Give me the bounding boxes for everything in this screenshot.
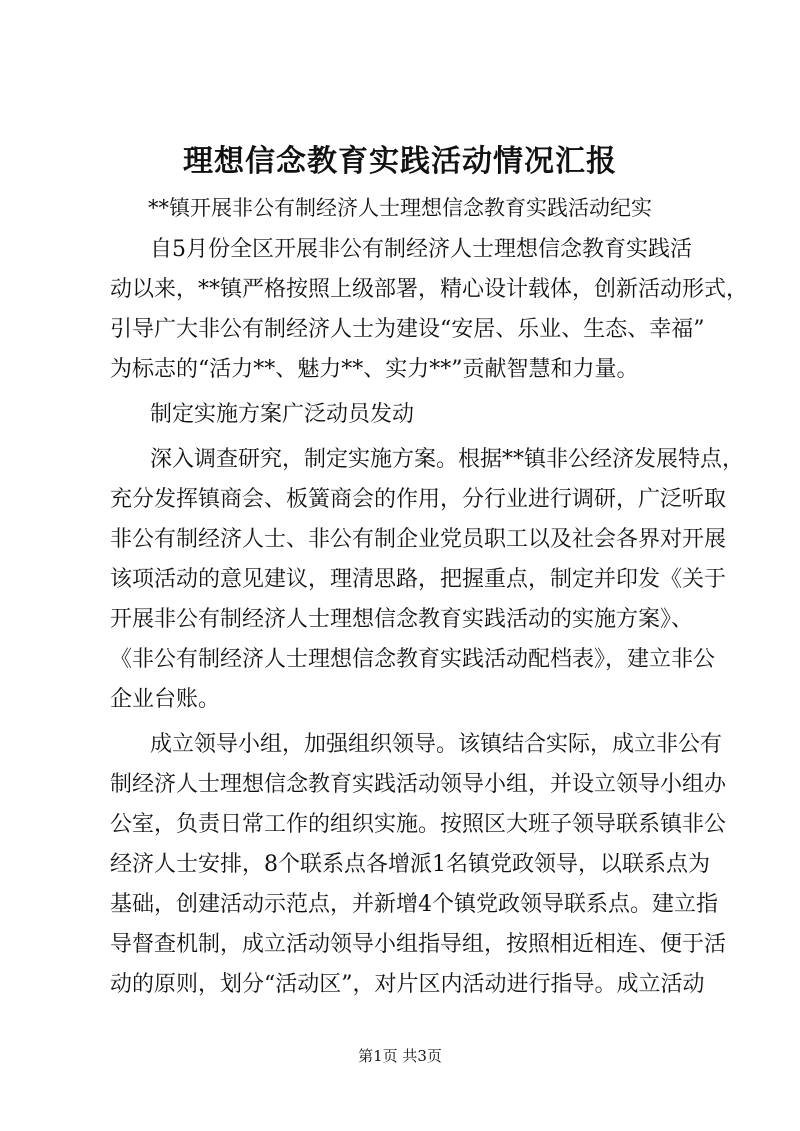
paragraph-line: 动的原则，划分“活动区”，对片区内活动进行指导。成立活动 <box>110 972 705 997</box>
paragraph-line: 动以来，**镇严格按照上级部署，精心设计载体，创新活动形式， <box>110 277 749 302</box>
paragraph-line: 引导广大非公有制经济人士为建设“安居、乐业、生态、幸福” <box>110 317 705 342</box>
paragraph-line: 深入调查研究，制定实施方案。根据**镇非公经济发展特点， <box>150 447 745 472</box>
paragraph-line: 充分发挥镇商会、板簧商会的作用，分行业进行调研，广泛听取 <box>110 487 727 512</box>
document-subtitle: **镇开展非公有制经济人士理想信念教育实践活动纪实 <box>148 196 652 220</box>
paragraph-line: 基础，创建活动示范点，并新增4个镇党政领导联系点。建立指 <box>110 892 718 917</box>
paragraph-line: 非公有制经济人士、非公有制企业党员职工以及社会各界对开展 <box>110 527 727 552</box>
paragraph-line: 制经济人士理想信念教育实践活动领导小组，并设立领导小组办 <box>110 772 727 797</box>
paragraph-line: 公室，负责日常工作的组织实施。按照区大班子领导联系镇非公 <box>110 812 727 837</box>
paragraph-line: 开展非公有制经济人士理想信念教育实践活动的实施方案》、 <box>110 607 694 632</box>
paragraph-line: 成立领导小组，加强组织领导。该镇结合实际，成立非公有 <box>150 732 723 757</box>
paragraph-line: 自5月份全区开展非公有制经济人士理想信念教育实践活 <box>150 237 692 262</box>
page-footer: 第1页 共3页 <box>358 1047 442 1065</box>
paragraph-line: 经济人士安排，8个联系点各增派1名镇党政领导，以联系点为 <box>110 852 710 877</box>
section-heading: 制定实施方案广泛动员发动 <box>150 402 415 427</box>
paragraph-line: 该项活动的意见建议，理清思路，把握重点，制定并印发《关于 <box>110 567 727 592</box>
paragraph-line: 为标志的“活力**、魅力**、实力**”贡献智慧和力量。 <box>110 357 639 382</box>
paragraph-line: 企业台账。 <box>110 687 221 712</box>
paragraph-line: 《非公有制经济人士理想信念教育实践活动配档表》，建立非公 <box>110 647 716 672</box>
document-title: 理想信念教育实践活动情况汇报 <box>183 144 617 179</box>
paragraph-line: 导督查机制，成立活动领导小组指导组，按照相近相连、便于活 <box>110 932 727 957</box>
